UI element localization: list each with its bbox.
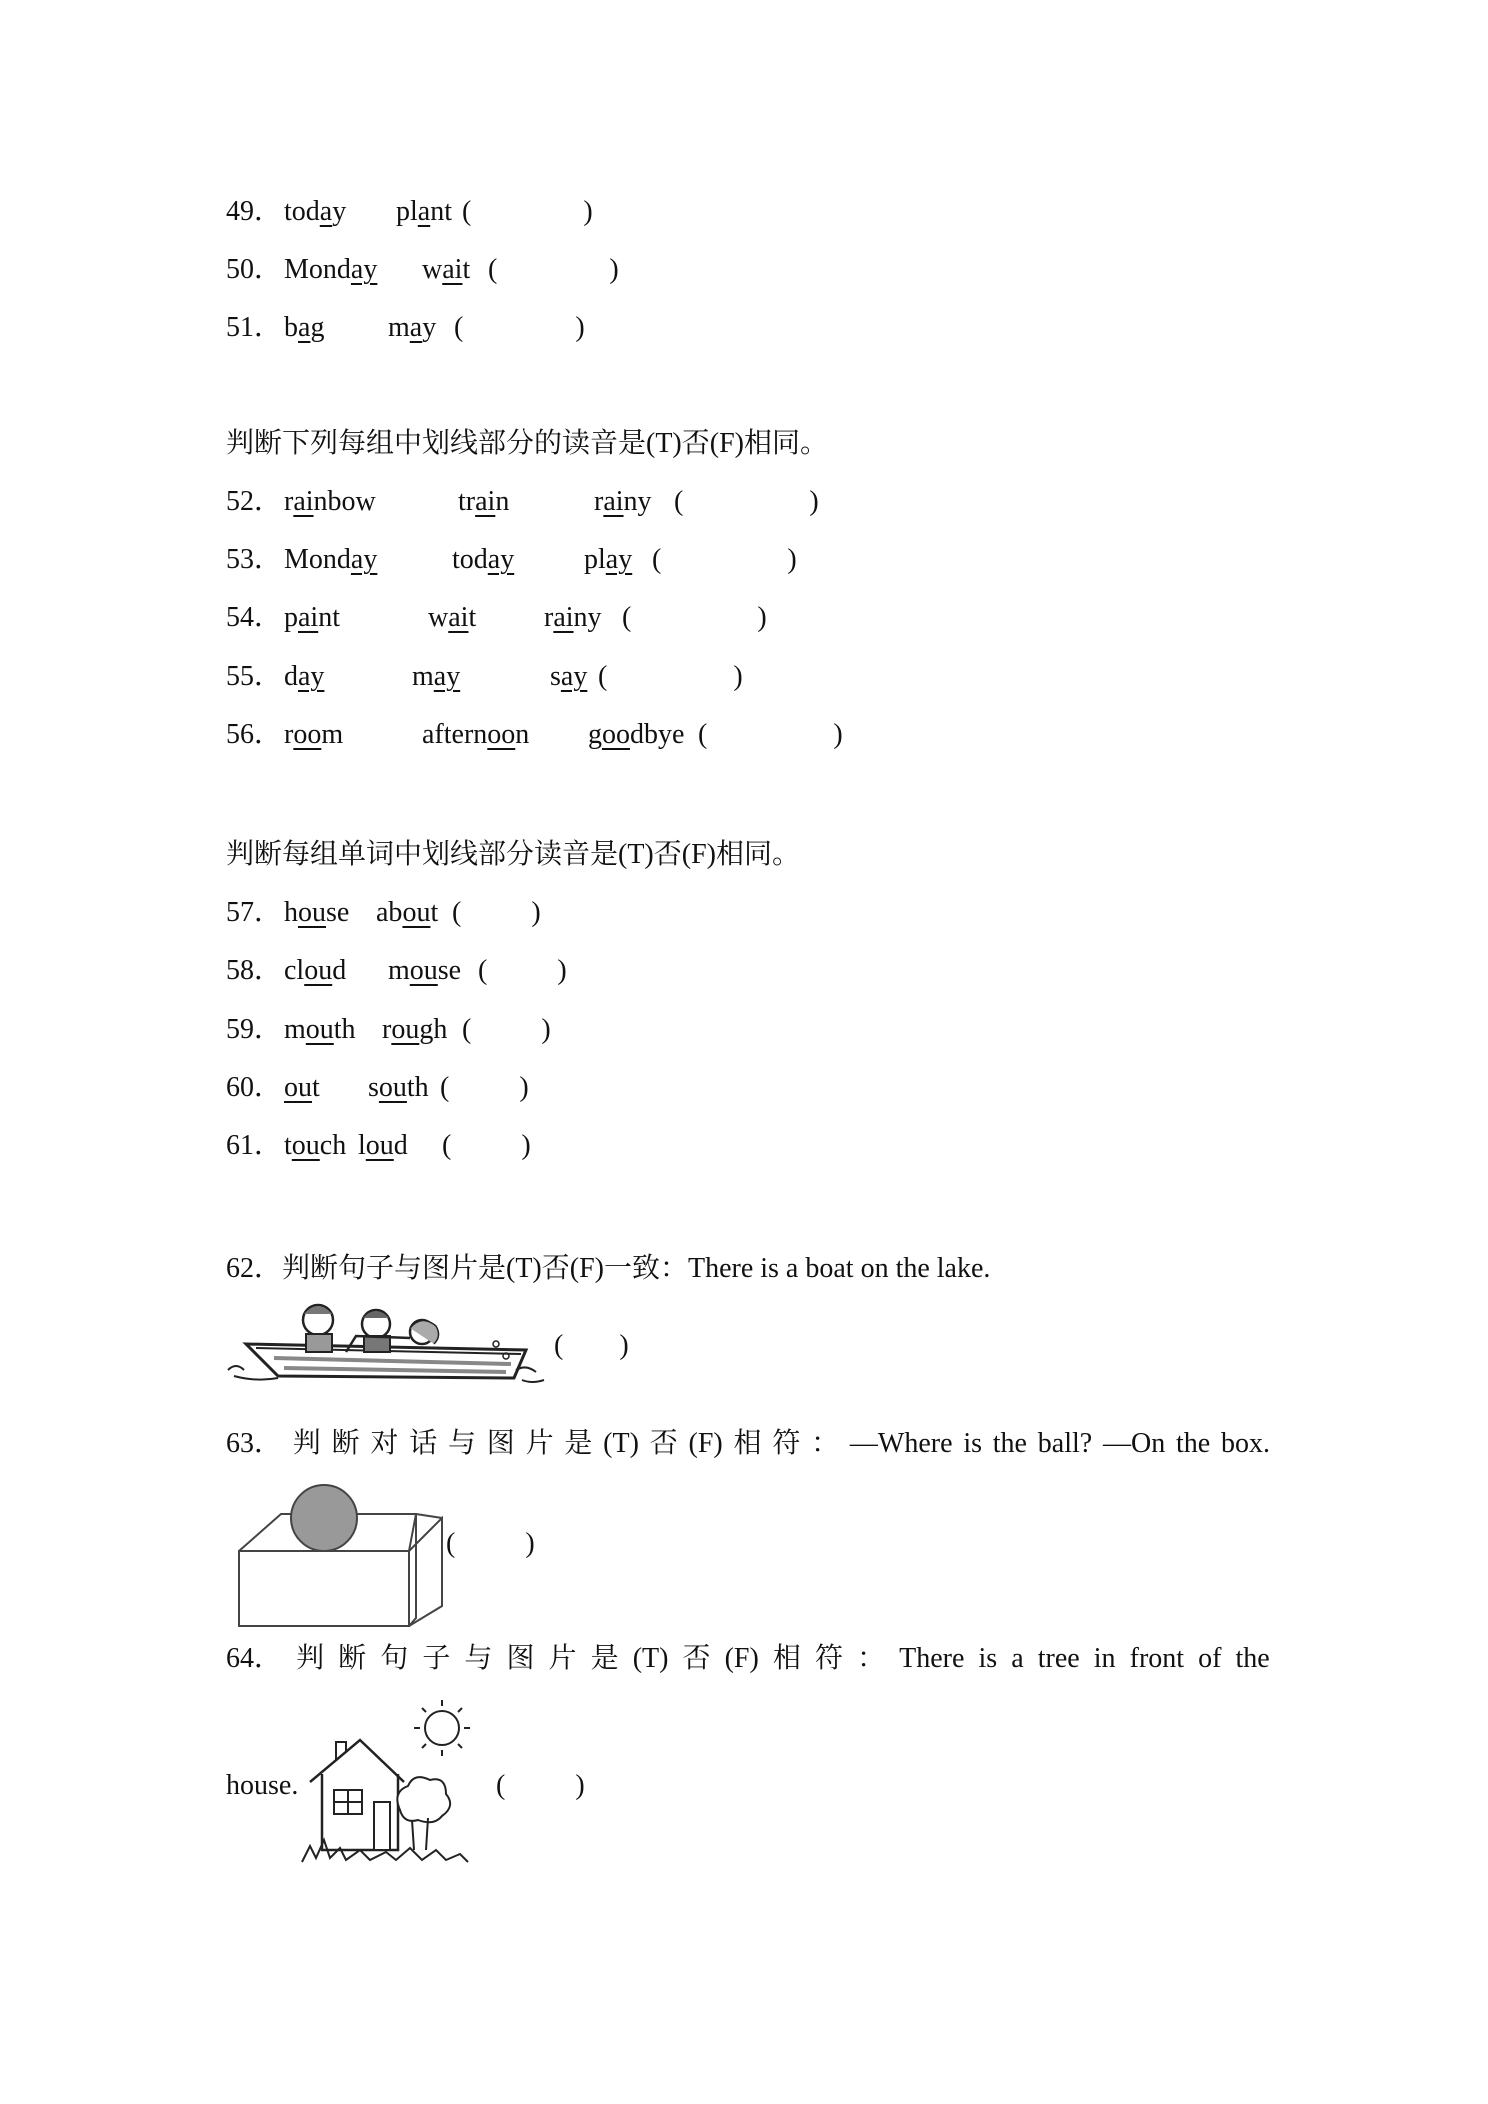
q64-token: the <box>1235 1643 1270 1674</box>
underlined-letters: ai <box>293 486 314 517</box>
underlined-letters: ou <box>298 897 326 928</box>
q63-token: 与 <box>447 1428 476 1459</box>
q63-token: ball? <box>1037 1428 1093 1459</box>
underlined-letters: ay <box>298 661 325 692</box>
answer-parens[interactable]: ( ) <box>598 661 743 692</box>
q64-token: 是 <box>590 1643 619 1674</box>
question-63-answer-parens[interactable]: ( ) <box>446 1528 535 1559</box>
q64-token: 判 <box>296 1643 325 1674</box>
underlined-letters: ay <box>560 661 588 692</box>
q63-token: 63． <box>226 1428 283 1459</box>
q63-token: 符 <box>772 1428 801 1459</box>
word-suffix: th <box>406 1072 429 1103</box>
word-1 <box>284 1129 346 1163</box>
q64-token: in <box>1093 1643 1116 1674</box>
word-prefix: m <box>284 1014 306 1045</box>
question-number: 61． <box>226 1130 283 1161</box>
underlined-letters: a <box>298 312 311 343</box>
word-suffix: n <box>515 719 530 750</box>
word-suffix: ny <box>623 486 652 517</box>
word-prefix: m <box>412 661 434 692</box>
word-prefix: tr <box>458 486 476 517</box>
question-61 <box>226 1129 531 1163</box>
answer-parens[interactable]: ( ) <box>462 1014 551 1045</box>
word-prefix: r <box>284 719 294 750</box>
q64-token: 图 <box>506 1643 535 1674</box>
q63-token: is <box>963 1428 982 1459</box>
word-1 <box>284 601 340 635</box>
word-prefix: l <box>358 1130 366 1161</box>
q64-token: 子 <box>422 1643 451 1674</box>
question-49 <box>226 195 593 229</box>
question-64-answer-parens[interactable]: ( ) <box>496 1770 585 1801</box>
answer-parens[interactable]: ( ) <box>652 544 797 575</box>
q63-token: 是 <box>564 1428 593 1459</box>
question-57 <box>226 896 541 930</box>
word-2 <box>358 1129 408 1163</box>
q63-token: —On <box>1102 1428 1166 1459</box>
word-prefix: ab <box>376 897 403 928</box>
underlined-letters: ay <box>487 544 515 575</box>
underlined-letters: ai <box>442 254 463 285</box>
question-number: 49． <box>226 196 283 227</box>
word-suffix: gh <box>419 1014 448 1045</box>
boat-picture <box>226 1296 546 1388</box>
q63-token: (F) <box>688 1428 723 1459</box>
word-suffix: ch <box>319 1130 347 1161</box>
word-2 <box>422 253 470 287</box>
word-prefix: cl <box>284 955 305 986</box>
word-suffix: nt <box>430 196 452 227</box>
word-prefix: h <box>284 897 298 928</box>
question-number: 59． <box>226 1014 283 1045</box>
house-tree-sun-picture <box>300 1690 480 1870</box>
question-60 <box>226 1071 529 1105</box>
box-3d-edges <box>226 1466 446 1636</box>
word-prefix: tod <box>452 544 488 575</box>
question-64 <box>226 1642 1270 1676</box>
underlined-letters: ay <box>350 254 378 285</box>
underlined-letters: ou <box>305 1014 334 1045</box>
answer-parens[interactable]: ( ) <box>452 897 541 928</box>
word-prefix: Mond <box>284 254 351 285</box>
q64-token: 片 <box>548 1643 577 1674</box>
question-53 <box>226 543 797 577</box>
underlined-letters: ay <box>433 661 461 692</box>
question-number: 58． <box>226 955 283 986</box>
q63-token: 相 <box>733 1428 762 1459</box>
q63-token: the <box>1176 1428 1211 1459</box>
word-1 <box>284 896 349 930</box>
q63-token: 判 <box>292 1428 321 1459</box>
word-1 <box>284 195 346 229</box>
q64-token: ： <box>857 1643 886 1674</box>
question-62-text: 62．判断句子与图片是(T)否(F)一致：There is a boat on the lake. <box>226 1253 991 1284</box>
word-1 <box>284 253 377 287</box>
underlined-letters: ai <box>553 602 574 633</box>
underlined-letters: oo <box>602 719 630 750</box>
underlined-letters: ai <box>603 486 624 517</box>
word-1 <box>284 954 346 988</box>
word-2 <box>422 718 529 752</box>
underlined-letters: ou <box>304 955 333 986</box>
underlined-letters: ou <box>391 1014 420 1045</box>
underlined-letters: ai <box>475 486 496 517</box>
word-prefix: d <box>284 661 298 692</box>
word-prefix: aftern <box>422 719 488 750</box>
question-number: 53． <box>226 544 283 575</box>
question-number: 52． <box>226 486 283 517</box>
question-64-continuation: house. <box>226 1770 299 1801</box>
q63-token: 片 <box>525 1428 554 1459</box>
question-number: 57． <box>226 897 283 928</box>
underlined-letters: ai <box>448 602 469 633</box>
word-1 <box>284 660 324 694</box>
word-suffix: m <box>321 719 344 750</box>
word-suffix: t <box>468 602 477 633</box>
word-prefix: r <box>544 602 554 633</box>
word-suffix: t <box>312 1072 320 1103</box>
word-suffix: se <box>326 897 350 928</box>
underlined-letters: ou <box>409 955 438 986</box>
answer-parens[interactable]: ( ) <box>442 1130 531 1161</box>
q64-token: 否 <box>682 1643 711 1674</box>
word-prefix: r <box>594 486 604 517</box>
answer-parens[interactable]: ( ) <box>478 955 567 986</box>
question-63 <box>226 1427 1270 1461</box>
q63-token: 图 <box>486 1428 515 1459</box>
question-number: 56． <box>226 719 283 750</box>
q64-token: of <box>1198 1643 1222 1674</box>
question-62 <box>226 1252 990 1286</box>
question-51 <box>226 311 585 345</box>
word-1 <box>284 1071 320 1105</box>
word-2 <box>428 601 476 635</box>
word-suffix: y <box>332 196 347 227</box>
q64-token: 与 <box>464 1643 493 1674</box>
q64-token: is <box>978 1643 998 1674</box>
q64-token: 符 <box>814 1643 843 1674</box>
question-55 <box>226 660 743 694</box>
question-number: 60． <box>226 1072 283 1103</box>
answer-parens[interactable]: ( ) <box>698 719 843 750</box>
word-1 <box>284 1013 356 1047</box>
word-2 <box>388 311 436 345</box>
word-suffix: dbye <box>630 719 685 750</box>
question-number: 50． <box>226 254 283 285</box>
word-suffix: ny <box>573 602 602 633</box>
q64-token: 64． <box>226 1643 283 1674</box>
underlined-letters: ou <box>402 897 431 928</box>
word-suffix: g <box>310 312 325 343</box>
answer-parens[interactable]: ( ) <box>454 312 585 343</box>
word-prefix: w <box>422 254 443 285</box>
word-suffix: th <box>333 1014 356 1045</box>
q64-token: 句 <box>380 1643 409 1674</box>
word-prefix: Mond <box>284 544 351 575</box>
underlined-letters: ou <box>284 1072 312 1103</box>
word-prefix: m <box>388 312 410 343</box>
q63-token: ： <box>811 1428 840 1459</box>
underlined-letters: a <box>319 196 333 227</box>
word-prefix: s <box>368 1072 379 1103</box>
word-prefix: b <box>284 312 298 343</box>
q63-token: 话 <box>409 1428 438 1459</box>
q64-token: 断 <box>338 1643 367 1674</box>
q63-token: the <box>992 1428 1027 1459</box>
word-prefix: w <box>428 602 449 633</box>
question-number: 55． <box>226 661 283 692</box>
word-suffix: se <box>437 955 462 986</box>
underlined-letters: ou <box>378 1072 407 1103</box>
word-prefix: r <box>382 1014 392 1045</box>
answer-parens[interactable]: ( ) <box>622 602 767 633</box>
word-suffix: d <box>393 1130 408 1161</box>
word-suffix: d <box>332 955 347 986</box>
q63-token: (T) <box>603 1428 639 1459</box>
word-2 <box>388 954 461 988</box>
word-1 <box>284 485 376 519</box>
underlined-letters: ay <box>605 544 633 575</box>
q64-token: (F) <box>724 1643 759 1674</box>
question-58 <box>226 954 567 988</box>
word-3 <box>584 543 632 577</box>
word-prefix: t <box>284 1130 292 1161</box>
q63-token: box. <box>1221 1428 1270 1459</box>
word-prefix: g <box>588 719 602 750</box>
word-2 <box>412 660 460 694</box>
answer-parens[interactable]: ( ) <box>674 486 819 517</box>
word-2 <box>382 1013 447 1047</box>
q63-token: 对 <box>370 1428 399 1459</box>
section2-heading: 判断下列每组中划线部分的读音是(T)否(F)相同。 <box>226 428 828 459</box>
word-1 <box>284 718 343 752</box>
word-2 <box>458 485 509 519</box>
word-prefix: m <box>388 955 410 986</box>
word-3 <box>588 718 684 752</box>
q64-token: tree <box>1037 1643 1080 1674</box>
q63-token: 否 <box>649 1428 678 1459</box>
word-suffix: nt <box>318 602 340 633</box>
question-52 <box>226 485 819 519</box>
question-number: 54． <box>226 602 283 633</box>
question-54 <box>226 601 767 635</box>
underlined-letters: ay <box>350 544 378 575</box>
word-suffix: n <box>495 486 510 517</box>
underlined-letters: ou <box>365 1130 394 1161</box>
word-suffix: t <box>462 254 471 285</box>
q64-token: There <box>899 1643 965 1674</box>
underlined-letters: oo <box>293 719 322 750</box>
word-3 <box>594 485 652 519</box>
answer-parens[interactable]: ( ) <box>488 254 619 285</box>
word-prefix: s <box>550 661 561 692</box>
word-2 <box>368 1071 429 1105</box>
underlined-letters: ai <box>298 602 319 633</box>
word-2 <box>376 896 438 930</box>
question-56 <box>226 718 843 752</box>
word-3 <box>550 660 587 694</box>
word-prefix: pl <box>396 196 418 227</box>
word-2 <box>396 195 452 229</box>
answer-parens[interactable]: ( ) <box>440 1072 529 1103</box>
underlined-letters: oo <box>487 719 516 750</box>
q64-token: a <box>1011 1643 1024 1674</box>
underlined-letters: ou <box>291 1130 320 1161</box>
q64-token: (T) <box>632 1643 669 1674</box>
question-62-answer-parens[interactable]: ( ) <box>554 1330 629 1361</box>
word-prefix: r <box>284 486 294 517</box>
underlined-letters: a <box>409 312 423 343</box>
answer-parens[interactable]: ( ) <box>462 196 593 227</box>
section3-heading: 判断每组单词中划线部分读音是(T)否(F)相同。 <box>226 839 800 870</box>
word-prefix: p <box>284 602 298 633</box>
word-suffix: y <box>422 312 437 343</box>
question-59 <box>226 1013 551 1047</box>
word-prefix: pl <box>584 544 606 575</box>
word-suffix: t <box>430 897 439 928</box>
word-1 <box>284 543 377 577</box>
question-50 <box>226 253 619 287</box>
word-suffix: nbow <box>313 486 376 517</box>
q63-token: —Where <box>849 1428 953 1459</box>
word-3 <box>544 601 602 635</box>
word-prefix: tod <box>284 196 320 227</box>
underlined-letters: a <box>417 196 431 227</box>
word-1 <box>284 311 324 345</box>
q64-token: front <box>1129 1643 1185 1674</box>
q64-token: 相 <box>772 1643 801 1674</box>
question-number: 51． <box>226 312 283 343</box>
word-2 <box>452 543 514 577</box>
q63-token: 断 <box>331 1428 360 1459</box>
